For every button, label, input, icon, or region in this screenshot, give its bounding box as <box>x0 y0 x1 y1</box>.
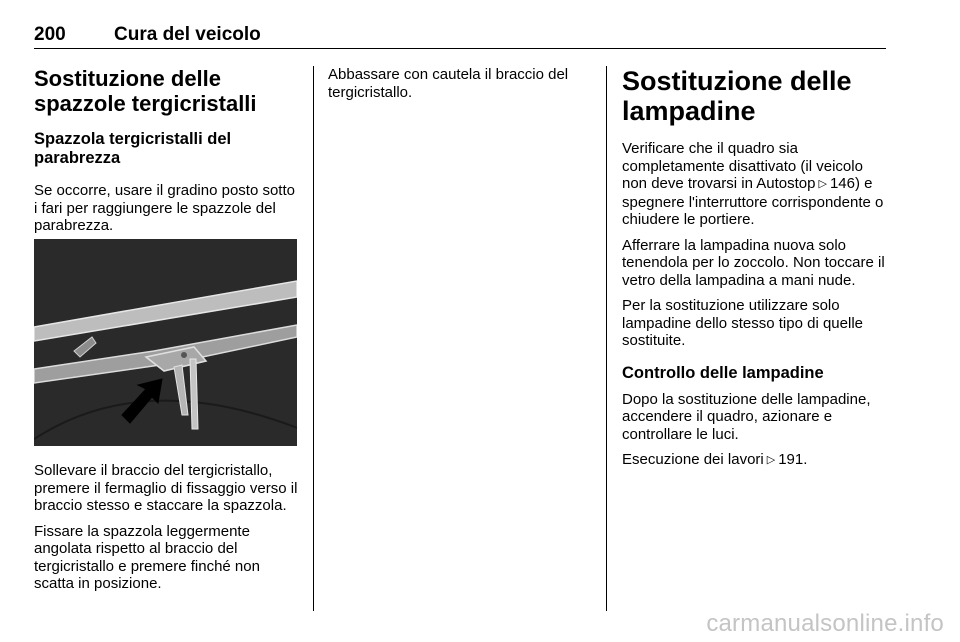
clip-pivot <box>181 352 187 358</box>
paragraph-remove-blade: Sollevare il braccio del tergicristallo, premere il fermaglio di fissaggio verso il braccio stesso e staccare la spazzola. <box>34 462 298 514</box>
paragraph-hold-bulb: Afferrare la lampadina nuova solo tenendola per lo zoccolo. Non toccare il vetro della lampadina a mani nude. <box>622 236 885 289</box>
paragraph-intro: Se occorre, usare il gradino posto sotto i fari per raggiungere le spazzole del parabrezza. <box>34 182 295 234</box>
section-title: Cura del veicolo <box>114 24 261 45</box>
paragraph-switch-off <box>622 140 888 229</box>
column-middle <box>328 66 590 101</box>
column-divider <box>313 66 314 611</box>
column-left <box>34 66 300 235</box>
page-header <box>34 24 886 49</box>
subheading-windscreen-wiper: Spazzola tergicristalli del parabrezza <box>34 130 232 167</box>
clip-lever <box>190 359 198 429</box>
subheading-bulb-check: Controllo delle lampadine <box>622 363 824 382</box>
paragraph-text: Esecuzione dei lavori <box>622 451 764 468</box>
paragraph-text: . <box>803 451 808 468</box>
cross-reference-arrow-icon: ▷ <box>818 178 827 190</box>
cross-reference-arrow-icon: ▷ <box>766 454 776 466</box>
wiper-arm-drawing <box>34 239 297 446</box>
heading-wiper-blades: Sostituzione delle spazzole tergicristalli <box>34 66 257 116</box>
heading-bulb-replacement: Sostituzione delle lampadine <box>622 66 852 126</box>
paragraph-same-type: Per la sostituzione utilizzare solo lampadine dello stesso tipo di quelle sostituite. <box>622 297 863 349</box>
paragraph-fit-blade: Fissare la spazzola leggermente angolata rispetto al braccio del tergicristallo e premere finché non scatta in posizione. <box>34 522 260 592</box>
wiper-arm-illustration <box>34 239 297 446</box>
paragraph-lower-arm: Abbassare con cautela il braccio del tergicristallo. <box>328 66 569 101</box>
paragraph-check-lights: Dopo la sostituzione delle lampadine, accendere il quadro, azionare e controllare le luci. <box>622 390 871 443</box>
cross-reference-page[interactable]: 191 <box>778 451 804 468</box>
column-divider <box>606 66 607 611</box>
watermark: carmanualsonline.info <box>706 610 944 637</box>
page-number: 200 <box>34 24 66 45</box>
cross-reference-page[interactable]: 146 <box>829 175 855 192</box>
paragraph-performing-work <box>622 451 888 470</box>
column-right <box>622 66 888 470</box>
paragraph-text: ) e spegnere l'interruttore corrispondente o chiudere le portiere. <box>622 175 884 228</box>
paragraph-text: Verificare che il quadro sia completamente disattivato (il veicolo non deve trovarsi in Autostop <box>622 140 863 192</box>
column-left-lower <box>34 462 300 593</box>
